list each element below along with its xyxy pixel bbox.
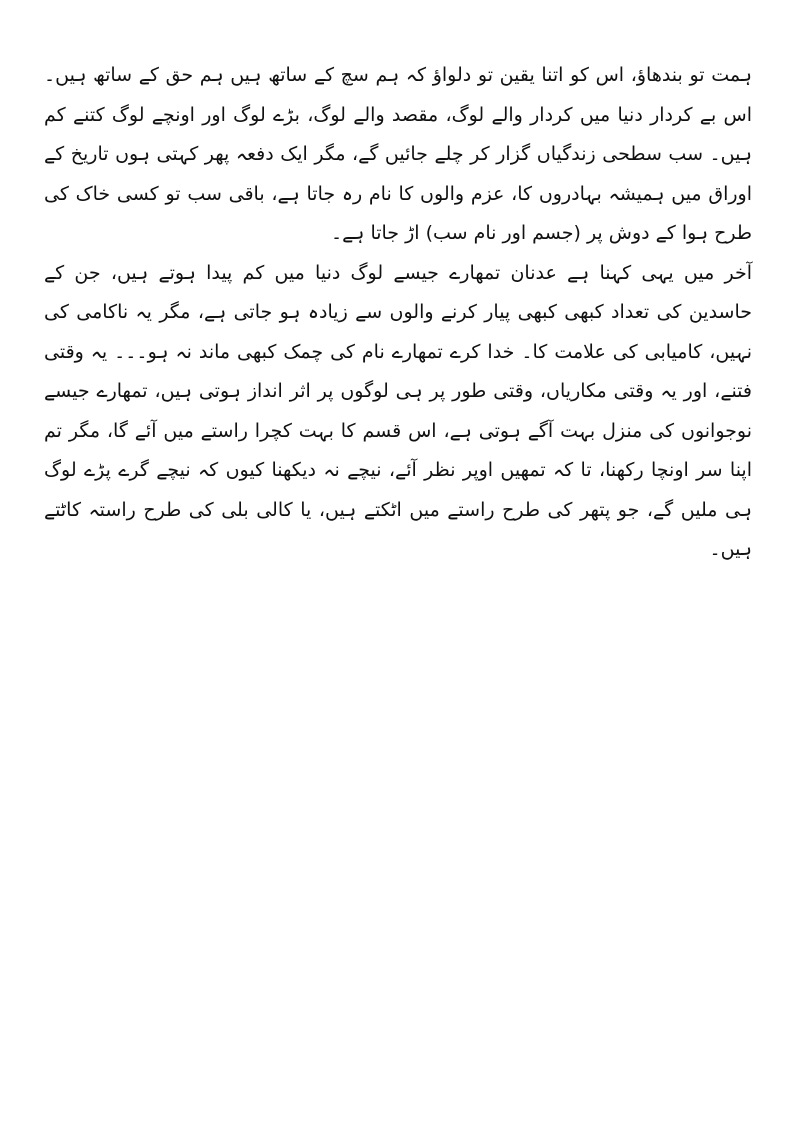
paragraph-1: ہمت تو بندھاؤ، اس کو اتنا یقین تو دلواؤ کہ ہم سچ کے ساتھ ہیں ہم حق کے ساتھ ہیں۔ اس بے کردار دنیا میں کردار والے لوگ، مقصد والے لوگ، بڑے لوگ اور اونچے لوگ کتنے کم ہیں۔ سب سطحی زندگیاں گزار کر چلے جائیں گے، مگر ایک دفعہ پھر کہتی ہوں تاریخ کے اوراق میں ہمیشہ بہادروں کا، عزم والوں کا نام رہ جاتا ہے، باقی سب تو کسی خاک کی طرح ہوا کے دوش پر (جسم اور نام سب) اڑ جاتا ہے۔ [44, 64, 752, 244]
paragraph-2: آخر میں یہی کہنا ہے عدنان تمھارے جیسے لوگ دنیا میں کم پیدا ہوتے ہیں، جن کے حاسدین کی تعداد کبھی کبھی پیار کرنے والوں سے زیادہ ہو جاتی ہے، مگر یہ ناکامی کی نہیں، کامیابی کی علامت کا۔ خدا کرے تمھارے نام کی چمک کبھی ماند نہ ہو۔۔۔ یہ وقتی فتنے، اور یہ وقتی مکاریاں، وقتی طور پر ہی لوگوں پر اثر انداز ہوتی ہیں، تمھارے جیسے نوجوانوں کی منزل بہت آگے ہوتی ہے، اس قسم کا بہت کچرا راستے میں آئے گا، مگر تم اپنا سر اونچا رکھنا، تا کہ تمھیں اوپر نظر آئے، نیچے نہ دیکھنا کیوں کہ نیچے گرے پڑے لوگ ہی ملیں گے، جو پتھر کی طرح راستے میں اٹکتے ہیں، یا کالی بلی کی طرح راستہ کاٹتے ہیں۔ [44, 261, 752, 560]
urdu-text-body [44, 56, 752, 570]
